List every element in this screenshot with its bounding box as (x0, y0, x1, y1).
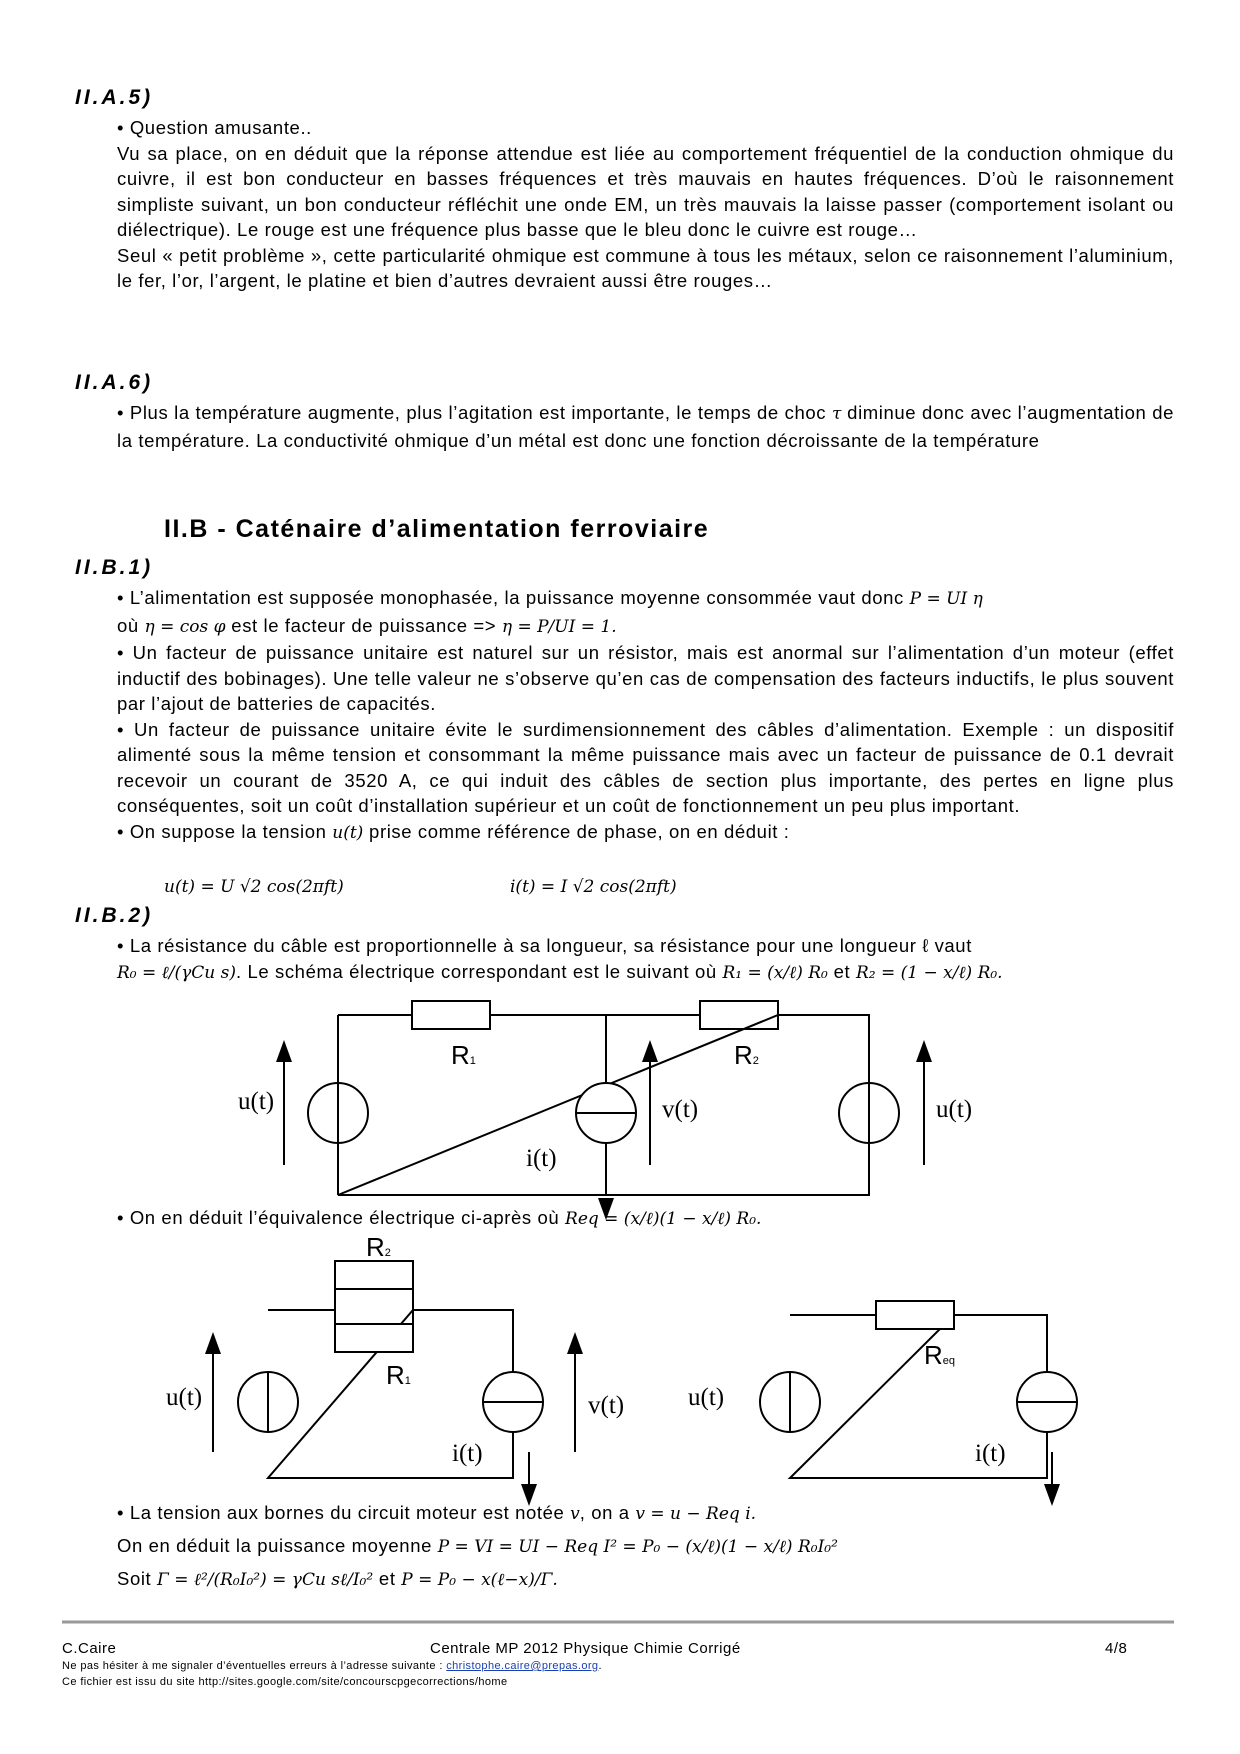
b2-r2-math: R₂ = (1 − x/ℓ) R₀. (855, 962, 1003, 983)
b1-p4-text2: prise comme référence de phase, on en déduit : (363, 820, 790, 842)
section-title-b: II.B - Caténaire d’alimentation ferroviaire (164, 515, 710, 543)
resistor-r2-parallel (335, 1261, 413, 1289)
b2-p2-text: • On en déduit l’équivalence électrique ci-après où (117, 1207, 566, 1228)
b2-p4-text: On en déduit la puissance moyenne (117, 1535, 438, 1556)
arrowhead-v-c2 (567, 1332, 583, 1354)
label-c2-i: i(t) (452, 1440, 483, 1467)
circuit-3 (760, 1301, 1077, 1490)
b1-p1c-text: est le facteur de puissance => (225, 614, 502, 636)
b1-p3: • Un facteur de puissance unitaire évite le surdimensionnement des câbles d’alimentation. Exemple : un dispositif alimenté sous la même tension et consommant la même puissance mais avec un facteur de puissance de 0.1 devrait recevoir un courant de 3520 A, ce qui induit des câbles de section plus importante, des pertes en ligne plus conséquentes, soit un coût d’installation supérieur et un coût de fonctionnement un peu plus important. (117, 718, 1174, 816)
a5-text2: Seul « petit problème », cette particularité ohmique est commune à tous les métaux, selon ce raisonnement l’aluminium, le fer, l’or, l’argent, le platine et bien d’autres devraient aussi être rouges… (117, 244, 1174, 291)
equation-i: i(t) = I √2 cos(2πft) (510, 877, 677, 897)
label-c2-r2: R2 (366, 1232, 391, 1262)
b1-p1-math: P = UI η (909, 589, 983, 609)
b2-p3-block (117, 1497, 1174, 1596)
arrowhead-u-c2 (205, 1332, 221, 1354)
section-heading-a5: II.A.5) (75, 86, 154, 109)
equation-u: u(t) = U √2 cos(2πft) (164, 877, 344, 897)
label-req: Req (924, 1340, 956, 1370)
resistor-r1-parallel (335, 1324, 413, 1352)
b2-p2 (117, 1205, 1174, 1233)
label-u-right: u(t) (936, 1096, 973, 1123)
b2-v-math: v (570, 1504, 580, 1524)
b2-p3-text: • La tension aux bornes du circuit moteur est notée (117, 1502, 571, 1523)
b2-p1c-text: et (827, 960, 856, 982)
b2-p5-text: Soit (117, 1568, 158, 1589)
resistor-r2 (700, 1001, 778, 1029)
b2-p1-text: • La résistance du câble est proportionnelle à sa longueur, sa résistance pour une longueur ℓ vaut (117, 935, 972, 956)
b1-p4-math: u(t) (332, 822, 364, 843)
label-c2-u: u(t) (166, 1384, 203, 1411)
footer-title: Centrale MP 2012 Physique Chimie Corrigé (430, 1640, 741, 1657)
b2-p-final: P = P₀ − x(ℓ−x)/Γ. (401, 1570, 558, 1590)
label-c3-u: u(t) (688, 1384, 725, 1411)
footer-note1 (62, 1660, 602, 1672)
b2-p1b-text: . Le schéma électrique correspondant est le suivant où (235, 960, 723, 982)
b2-p5b-text: et (373, 1568, 402, 1589)
b2-power-eq: P = VI = UI − Req I² = P₀ − (x/ℓ)(1 − x/ℓ) R₀I₀² (437, 1537, 838, 1557)
b2-r0-math: R₀ = ℓ/(γCu s) (117, 962, 236, 983)
b1-eta-value: η = P/UI = 1. (501, 616, 617, 637)
section-heading-a6: II.A.6) (75, 371, 154, 394)
b1-eta-math: η = cos φ (144, 616, 226, 637)
arrowhead-u-right (916, 1040, 932, 1062)
circuit3-wires (790, 1315, 1047, 1478)
a6-text-a: • Plus la température augmente, plus l’agitation est importante, le temps de choc (117, 402, 832, 423)
section-heading-b2: II.B.2) (75, 904, 154, 927)
b2-v-eq: v = u − Req i. (635, 1504, 757, 1524)
label-r1: R1 (451, 1040, 476, 1070)
label-i: i(t) (526, 1145, 557, 1172)
label-v: v(t) (662, 1096, 699, 1123)
a5-line1: • Question amusante.. (117, 117, 312, 138)
footer-page: 4/8 (1105, 1640, 1128, 1657)
b2-r1-math: R₁ = (x/ℓ) R₀ (722, 962, 828, 983)
arrowhead-u-left (276, 1040, 292, 1062)
b2-gamma-eq: Γ = ℓ²/(R₀I₀²) = γCu sℓ/I₀² (157, 1570, 374, 1590)
footer-email-link[interactable]: christophe.caire@prepas.org (446, 1660, 599, 1672)
b2-p3b-text: , on a (579, 1502, 636, 1523)
footer-note1-text: Ne pas hésiter à me signaler d’éventuelles erreurs à l’adresse suivante : (62, 1660, 447, 1672)
b1-p4-text: • On suppose la tension (117, 820, 333, 842)
b1-p1b-text: où (117, 614, 145, 636)
circuit-1 (284, 1001, 924, 1195)
arrowhead-v (642, 1040, 658, 1062)
resistor-r1 (412, 1001, 490, 1029)
b1-p2: • Un facteur de puissance unitaire est naturel sur un résistor, mais est anormal sur l’alimentation d’un moteur (effet inductif des bobinages). Une telle valeur ne s’observe qu’en cas de compensation des facteurs inductifs, le plus souvent par l’ajout de batteries de capacités. (117, 642, 1174, 714)
b1-p1-text: • L’alimentation est supposée monophasée, la puissance moyenne consommée vaut donc (117, 587, 910, 608)
label-c3-i: i(t) (975, 1440, 1006, 1467)
a6-text-b: diminue donc avec l’augmentation de la température. La conductivité ohmique d’un métal est donc une fonction décroissante de la température (117, 402, 1174, 451)
section-heading-b1: II.B.1) (75, 556, 154, 579)
a5-text1: Vu sa place, on en déduit que la réponse attendue est liée au comportement fréquentiel de la conduction ohmique du cuivre, il est bon conducteur en basses fréquences et très mauvais en hautes fréquences. D’où le raisonnement simpliste suivant, un bon conducteur réfléchit une onde EM, un très mauvais la laisse passer (comportement isolant ou diélectrique). Le rouge est une fréquence plus basse que le bleu donc le cuivre est rouge… (117, 142, 1174, 240)
label-c2-r1: R1 (386, 1360, 411, 1390)
label-c2-v: v(t) (588, 1392, 625, 1419)
label-r2: R2 (734, 1040, 759, 1070)
footer-note2: Ce fichier est issu du site http://sites.google.com/site/concourscpgecorrections/home (62, 1676, 508, 1688)
tau-symbol: τ (831, 404, 842, 424)
footer-note1-end: . (598, 1660, 602, 1672)
resistor-req (876, 1301, 954, 1329)
label-u-left: u(t) (238, 1088, 275, 1115)
footer-author: C.Caire (62, 1640, 117, 1657)
b2-req-math: Req = (x/ℓ)(1 − x/ℓ) R₀. (565, 1209, 762, 1229)
